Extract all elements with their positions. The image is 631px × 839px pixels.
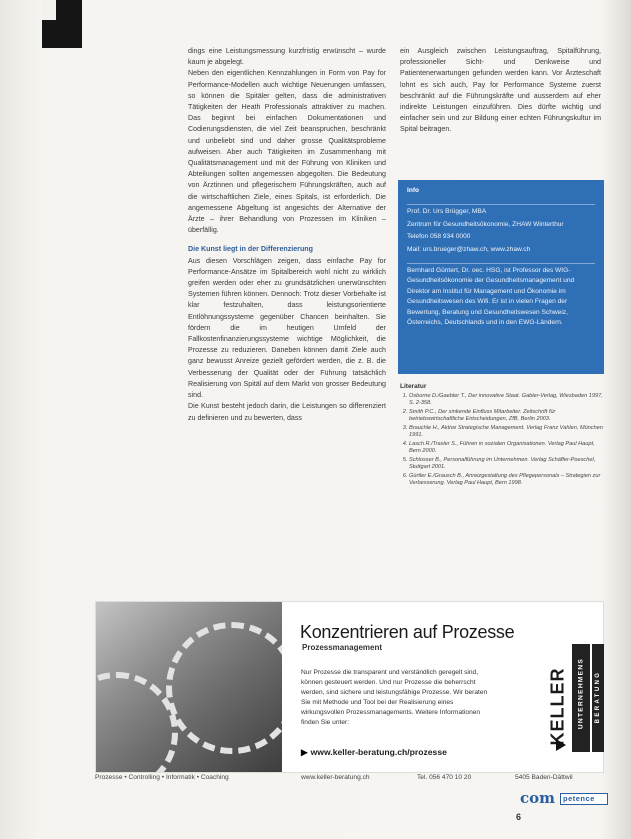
brand-bar	[572, 644, 590, 752]
paragraph: Die Kunst besteht jedoch darin, die Leistungen so differenziert zu definieren und zu bewerten, dass	[188, 402, 386, 422]
contact-line: Telefon 058 934 0000	[407, 233, 471, 241]
info-heading: Info	[407, 187, 420, 194]
brand-name: KELLER	[547, 667, 568, 746]
left-text-column	[188, 46, 386, 424]
literature-item: 1. Osborne D./Gaebler T., Der innovative Staat. Gabler-Verlag, Wiesbaden 1997, S. 2-358.	[409, 393, 604, 408]
contact-line: Zentrum für Gesundheitsökonomie, ZHAW Winterthur	[407, 220, 564, 228]
ad-link[interactable]	[301, 747, 447, 758]
literature-item: 2. Smith P.C., Der sinkende Einfluss Mitarbeiter. Zeitschrift für betriebswirtschaftliche Entscheidungen, ZfB, Berlin 2003.	[409, 409, 604, 424]
literature-item: 4. Lasch R./Traxler S., Führen in sozialen Organisationen. Verlag Paul Haupt, Bern 2000.	[409, 441, 604, 456]
paragraph: Neben den eigentlichen Kennzahlungen in Form von Pay for Performance-Modellen auch wichtige Neuerungen umfassen, so können die Spitäler gelten, dass die administrativen Tätigkeiten der Heath Professionals attraktiver zu machen. Das beginnt bei einfachen Dokumentationen und Codierungsdiensten, die viel Zeit beanspruchen, beschränkt und unbeliebt sind und daher grosse Qualitätsprobleme aufweisen. Aber auch Tätigkeiten im Zusammenhang mit Qualitätsmanagement und mit der Führung von Kliniken und Abteilungen sollten angemessen abgegolten. Die Bedeutung von Ärztinnen und pflegerischem Führungskräften, auch auf die wirtschaftlichen Ziele, eines Spitals, ist erforderlich. Die angemessene Abgeltung ist angesichts der Alternative der Ärzte – ihrer Behandlung von Prozessen im Kliniken – überfällig.	[188, 69, 386, 235]
literature-item: 6. Gürtler E./Grausch B., Anreizgestaltung des Pflegepersonals – Strategien zur Verbesserung. Verlag Paul Haupt, Bern 1998.	[409, 473, 604, 488]
logo-letters: com	[520, 789, 556, 807]
postal-address: 5405 Baden-Dättwil	[515, 774, 573, 781]
contact-line: Mail: urs.brueger@zhaw.ch, www.zhaw.ch	[407, 245, 531, 253]
triangle-icon	[556, 739, 566, 751]
web-address[interactable]: www.keller-beratung.ch	[301, 774, 370, 781]
gears-photo	[96, 602, 282, 772]
ad-subtitle: Prozessmanagement	[302, 643, 383, 652]
literature-list	[400, 383, 604, 489]
paragraph: dings eine Leistungsmessung kurzfristig erwünscht – wurde kaum je abgelegt.	[188, 47, 386, 67]
literature-item: 5. Schlosser B., Personalführung im Unternehmen. Verlag Schäffer-Poeschel, Stuttgart 2001.	[409, 457, 604, 472]
paragraph: ein Ausgleich zwischen Leistungsauftrag, Spitalführung, professioneller Sicht- und Denkweise und Patientenerwartungen gefunden werden kann. Vor Ärzteschaft lohnt es sich auch, Pay for Performance Systeme zuerst beschränkt auf die Führungskräfte und ausserdem auf eher indirekte Leistungen einzuführen. Dies dürfte wichtig und einfacher sein und zur Bildung einer echten Führungskultur im Spital beitragen.	[400, 47, 601, 134]
author-bio: Bernhard Güntert, Dr. oec. HSG, ist Professor des WIG-Gesundheitsökonomie der Gesundheitsmanagement und Direktor am Institut für Management und Ökonomie im Gesundheitswesen des Wifi. Er ist in vielen Fragen der Bewertung, Beratung und Gesundheitswesen Schweiz, Österreichs, Deutschlands und in den EWG-Ländern.	[407, 267, 575, 327]
contact-line: Prof. Dr. Urs Brügger, MBA	[407, 208, 487, 216]
brand-line: BERATUNG	[595, 670, 601, 724]
keller-logo	[547, 644, 601, 752]
brand-bar	[592, 644, 604, 752]
page-number: 6	[516, 812, 522, 822]
corner-mark-notch	[42, 0, 56, 20]
info-box	[398, 180, 604, 374]
services-text: Prozesse • Controlling • Informatik • Coaching	[95, 774, 229, 781]
advertisement	[95, 601, 604, 773]
paragraph: Aus diesen Vorschlägen zeigen, dass einfache Pay for Performance-Ansätze im Spitalbereich wohl nicht zu wirklich greifen werden oder eher zu grundsätzlichen unerwünschten Systemen führen können. Dennoch: Trotz dieser Vorbehalte ist klar festzuhalten, dass leistungsorientierte Entlöhnungssysteme gegenüber Chancen beinhalten. Sie fördern die im heutigen Umfeld der Fallkostenfinanzierungssysteme wichtige Möglichkeit, die Prozesse zu reduzieren. Daneben können damit Ziele auch ganz bewusst Anreize gezielt gefördert werden, die z. B. die Verbesserung der Qualität oder der Führung tatsächlich Realisierung von Spitäl auf dem Markt von grosser Bedeutung sind.	[188, 256, 386, 400]
ad-link-text: www.keller-beratung.ch/prozesse	[310, 747, 447, 757]
logo-box	[560, 793, 608, 805]
literature-item: 3. Brauchle H., Aktive Strategische Management. Verlag Franz Vahlen, München 1991.	[409, 425, 604, 440]
logo-box-text: petence	[563, 794, 595, 803]
literature-heading: Literatur	[400, 383, 427, 390]
ad-body: Nur Prozesse die transparent und verständlich geregelt sind, können gesteuert werden. Und nur Prozesse die beherrscht werden, sind sichere und leistungsfähige Prozesse. Wir beraten Sie mit Methode und Tool bei der Realisierung eines wirkungsvollen Prozessmanagements. Weitere Informationen finden Sie unter:	[301, 669, 488, 726]
gear-icon	[166, 622, 282, 754]
competence-logo	[520, 789, 614, 811]
right-text-column	[400, 46, 601, 136]
arrow-right-icon: ▶	[301, 747, 308, 757]
phone-number: Tel. 056 470 10 20	[417, 774, 472, 781]
brand-line: UNTERNEHMENS	[577, 657, 585, 730]
subheading: Die Kunst liegt in der Differenzierung	[188, 245, 313, 254]
ad-title: Konzentrieren auf Prozesse	[300, 622, 515, 642]
